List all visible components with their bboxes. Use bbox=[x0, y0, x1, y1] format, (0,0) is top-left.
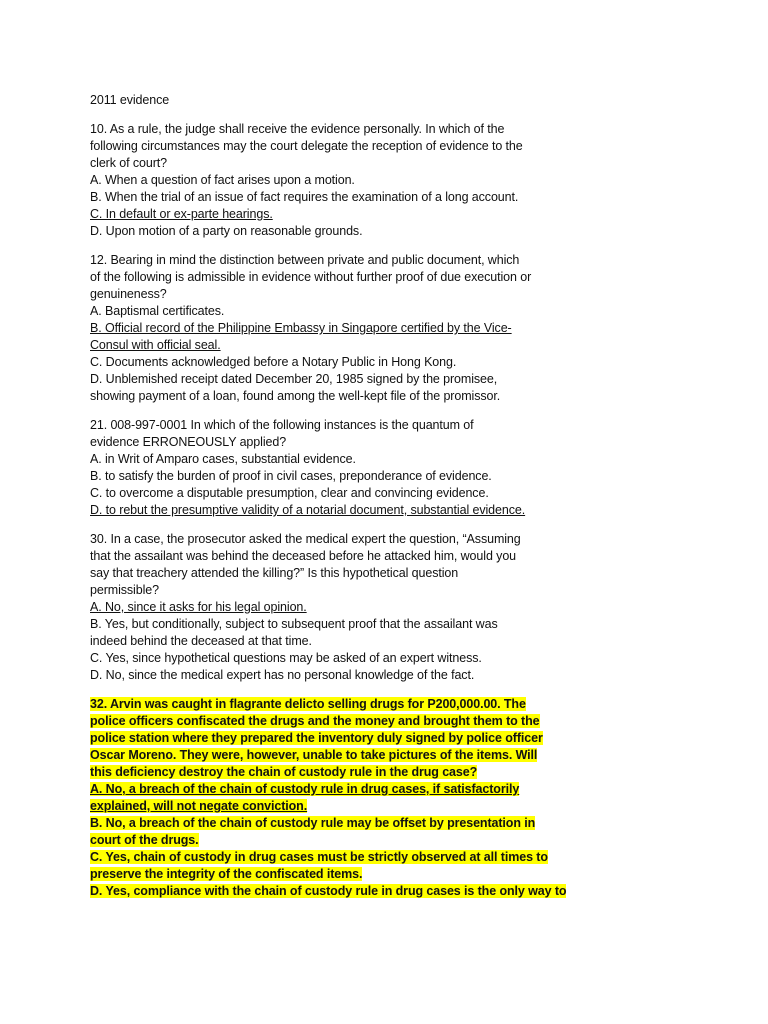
document-title: 2011 evidence bbox=[90, 93, 170, 107]
question-text bbox=[90, 747, 570, 764]
question-text: of the following is admissible in evidence without further proof of due execution or bbox=[90, 270, 532, 284]
option-d: D. No, since the medical expert has no personal knowledge of the fact. bbox=[90, 668, 475, 682]
question-21 bbox=[90, 417, 570, 519]
highlighted-text: this deficiency destroy the chain of custody rule in the drug case? bbox=[90, 765, 478, 779]
option-c bbox=[90, 849, 570, 866]
option-a-answer-cont bbox=[90, 798, 570, 815]
option-a-answer bbox=[90, 599, 570, 616]
highlighted-text: court of the drugs. bbox=[90, 833, 199, 847]
question-text: clerk of court? bbox=[90, 156, 168, 170]
question-30 bbox=[90, 531, 570, 684]
question-text: 10. As a rule, the judge shall receive the evidence personally. In which of the bbox=[90, 122, 505, 136]
option-a: A. Baptismal certificates. bbox=[90, 304, 225, 318]
option-c-answer bbox=[90, 206, 570, 223]
highlighted-text: police officers confiscated the drugs and the money and brought them to the bbox=[90, 714, 540, 728]
option-d-answer bbox=[90, 502, 570, 519]
question-12 bbox=[90, 252, 570, 405]
answer-underline: B. Official record of the Philippine Embassy in Singapore certified by the Vice- bbox=[90, 321, 512, 335]
option-b-cont bbox=[90, 832, 570, 849]
question-text: evidence ERRONEOUSLY applied? bbox=[90, 435, 287, 449]
question-text: 30. In a case, the prosecutor asked the medical expert the question, “Assuming bbox=[90, 532, 521, 546]
question-32 bbox=[90, 696, 570, 900]
option-b: B. to satisfy the burden of proof in civil cases, preponderance of evidence. bbox=[90, 469, 492, 483]
option-a: A. in Writ of Amparo cases, substantial evidence. bbox=[90, 452, 356, 466]
highlighted-answer: A. No, a breach of the chain of custody rule in drug cases, if satisfactorily bbox=[90, 782, 520, 796]
answer-underline: C. In default or ex-parte hearings. bbox=[90, 207, 273, 221]
option-a: A. When a question of fact arises upon a motion. bbox=[90, 173, 355, 187]
option-b: B. When the trial of an issue of fact requires the examination of a long account. bbox=[90, 190, 519, 204]
answer-underline: A. No, since it asks for his legal opinion. bbox=[90, 600, 307, 614]
option-c: C. Yes, since hypothetical questions may be asked of an expert witness. bbox=[90, 651, 482, 665]
question-text bbox=[90, 696, 570, 713]
option-d: D. Unblemished receipt dated December 20, 1985 signed by the promisee, bbox=[90, 372, 498, 386]
option-b bbox=[90, 815, 570, 832]
highlighted-text: 32. Arvin was caught in flagrante delicto selling drugs for P200,000.00. The bbox=[90, 697, 526, 711]
option-c: C. to overcome a disputable presumption, clear and convincing evidence. bbox=[90, 486, 489, 500]
question-text: permissible? bbox=[90, 583, 159, 597]
question-text: 12. Bearing in mind the distinction between private and public document, which bbox=[90, 253, 520, 267]
option-b-cont: indeed behind the deceased at that time. bbox=[90, 634, 312, 648]
question-10 bbox=[90, 121, 570, 240]
option-d-cont: showing payment of a loan, found among the well-kept file of the promissor. bbox=[90, 389, 501, 403]
highlighted-text: preserve the integrity of the confiscated items. bbox=[90, 867, 363, 881]
document-page bbox=[90, 92, 570, 912]
highlighted-text: D. Yes, compliance with the chain of custody rule in drug cases is the only way to bbox=[90, 884, 567, 898]
question-text: say that treachery attended the killing?” Is this hypothetical question bbox=[90, 566, 459, 580]
option-c-cont bbox=[90, 866, 570, 883]
option-d bbox=[90, 883, 570, 900]
question-text: 21. 008-997-0001 In which of the following instances is the quantum of bbox=[90, 418, 474, 432]
option-a-answer bbox=[90, 781, 570, 798]
answer-underline: Consul with official seal. bbox=[90, 338, 221, 352]
option-b-answer-cont bbox=[90, 337, 570, 354]
option-c: C. Documents acknowledged before a Notary Public in Hong Kong. bbox=[90, 355, 457, 369]
highlighted-text: police station where they prepared the inventory duly signed by police officer bbox=[90, 731, 543, 745]
question-text: that the assailant was behind the deceased before he attacked him, would you bbox=[90, 549, 517, 563]
question-text bbox=[90, 730, 570, 747]
option-d: D. Upon motion of a party on reasonable grounds. bbox=[90, 224, 363, 238]
answer-underline: D. to rebut the presumptive validity of a notarial document, substantial evidence. bbox=[90, 503, 526, 517]
option-b-answer bbox=[90, 320, 570, 337]
question-text bbox=[90, 764, 570, 781]
highlighted-answer: explained, will not negate conviction. bbox=[90, 799, 308, 813]
highlighted-text: C. Yes, chain of custody in drug cases must be strictly observed at all times to bbox=[90, 850, 548, 864]
highlighted-text: B. No, a breach of the chain of custody rule may be offset by presentation in bbox=[90, 816, 536, 830]
question-text: genuineness? bbox=[90, 287, 167, 301]
highlighted-text: Oscar Moreno. They were, however, unable to take pictures of the items. Will bbox=[90, 748, 538, 762]
question-text bbox=[90, 713, 570, 730]
question-text: following circumstances may the court delegate the reception of evidence to the bbox=[90, 139, 523, 153]
option-b: B. Yes, but conditionally, subject to subsequent proof that the assailant was bbox=[90, 617, 498, 631]
